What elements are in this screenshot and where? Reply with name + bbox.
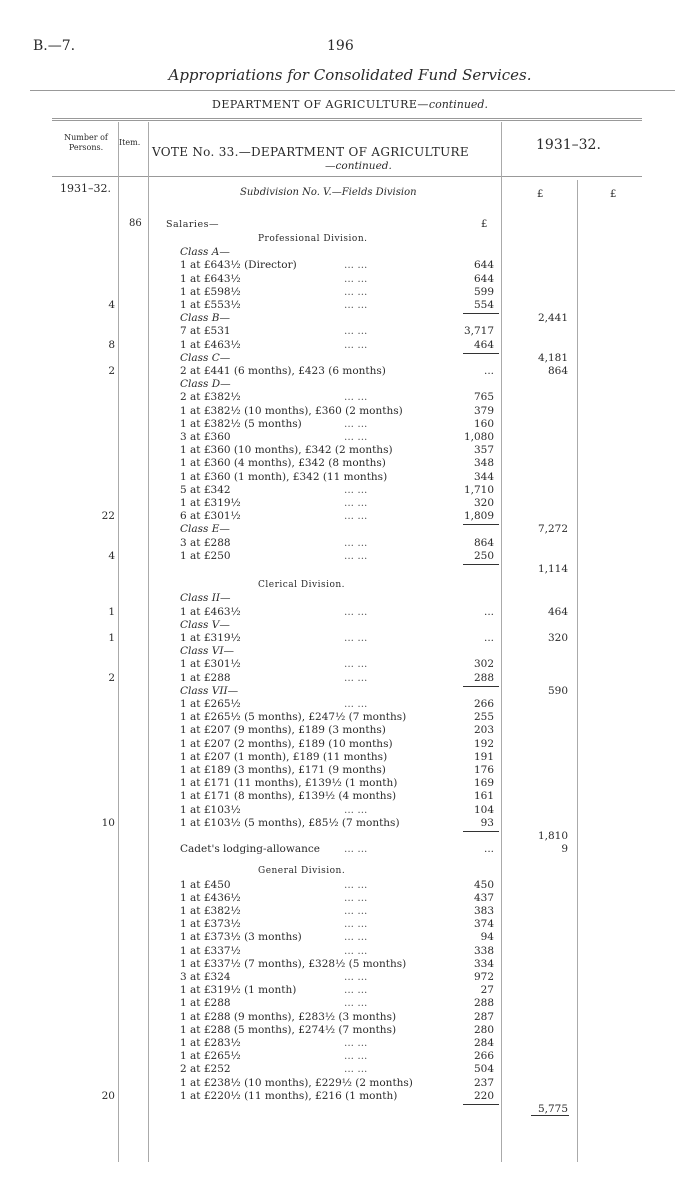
row-label: 1 at £288 (9 months), £283½ (3 months) [180, 1010, 397, 1023]
row-label: 1 at £436½ [180, 891, 241, 904]
row-label: Class A— [180, 246, 230, 259]
row-label: 1 at £207 (2 months), £189 (10 months) [180, 737, 393, 750]
row-amount: 334 [473, 957, 494, 970]
row-label: 1 at £319½ [180, 632, 241, 644]
row-amount: 644 [473, 259, 494, 272]
table-row [0, 931, 700, 944]
row-label: 1 at £382½ (10 months), £360 (2 months) [180, 404, 403, 417]
row-label: 3 at £360 [180, 431, 231, 443]
row-label: 6 at £301½ [180, 510, 241, 523]
row-label: 7 at £531 [180, 325, 231, 338]
row-label: 1 at £643½ (Director) [180, 259, 297, 272]
row-amount: 237 [473, 1076, 494, 1089]
table-row [0, 777, 700, 790]
row-label: 1 at £220½ (11 months), £216 (1 month) [180, 1089, 398, 1102]
leader-dots: ... ... [344, 1050, 368, 1063]
table-row [0, 843, 700, 856]
persons-count: 4 [108, 549, 115, 562]
table-row [0, 804, 700, 817]
row-label: 1 at £288 [180, 997, 231, 1010]
row-subtotal: 7,272 [537, 523, 568, 536]
row-subtotal: 1,810 [537, 830, 568, 842]
row-amount: ... [483, 365, 494, 377]
row-amount: 220 [473, 1089, 494, 1102]
row-amount: 192 [473, 737, 494, 750]
table-row [0, 563, 700, 576]
table-row [0, 672, 700, 685]
section-heading [0, 865, 700, 878]
table-row [0, 273, 700, 286]
persons-count: 22 [101, 510, 115, 523]
table-row [0, 905, 700, 918]
row-label: Class E— [180, 523, 230, 536]
row-label: 1 at £598½ [180, 285, 241, 298]
table-row [0, 892, 700, 905]
leader-dots: ... ... [344, 905, 368, 917]
row-amount: 644 [473, 272, 494, 285]
row-label: 1 at £103½ (5 months), £85½ (7 months) [180, 816, 400, 829]
row-amount: 1,080 [463, 431, 494, 443]
leader-dots: ... ... [344, 259, 368, 272]
row-amount: 765 [473, 391, 494, 404]
row-label: Cadet's lodging-allowance [180, 843, 320, 856]
table-row [0, 724, 700, 737]
row-amount: 104 [473, 803, 494, 816]
document-reference: B.—7. [33, 38, 76, 54]
table-row [0, 286, 700, 299]
row-label: 1 at £250 [180, 549, 231, 562]
table-row [0, 658, 700, 671]
table-row [0, 971, 700, 984]
table-row [0, 418, 700, 431]
row-amount: 93 [480, 816, 494, 829]
table-row [0, 1050, 700, 1063]
row-amount: 284 [473, 1037, 494, 1049]
title-rule [30, 90, 675, 91]
table-row [0, 984, 700, 997]
item-header: Item. [119, 138, 141, 147]
table-row [0, 391, 700, 404]
row-amount: 203 [473, 724, 494, 737]
table-row [0, 738, 700, 751]
row-amount: ... [483, 632, 494, 644]
table-row [0, 918, 700, 931]
row-label: 1 at £189 (3 months), £171 (9 months) [180, 764, 386, 776]
leader-dots: ... ... [344, 632, 368, 644]
table-row [0, 471, 700, 484]
table-row [0, 698, 700, 711]
row-subtotal: 320 [547, 632, 568, 644]
page-number: 196 [327, 38, 354, 54]
row-amount: 287 [473, 1010, 494, 1023]
row-label: 1 at £171 (8 months), £139½ (4 months) [180, 790, 397, 803]
leader-dots: ... ... [344, 878, 368, 891]
leader-dots: ... ... [344, 971, 368, 983]
persons-count: 20 [101, 1089, 115, 1102]
salaries-heading: Salaries— [166, 219, 219, 230]
leader-dots: ... ... [344, 658, 368, 671]
table-row [0, 365, 700, 378]
row-label: 1 at £373½ (3 months) [180, 931, 302, 944]
table-row [0, 431, 700, 444]
row-label: 1 at £207 (9 months), £189 (3 months) [180, 724, 386, 737]
row-amount: 464 [473, 338, 494, 351]
table-row [0, 484, 700, 497]
row-label: 1 at £288 (5 months), £274½ (7 months) [180, 1023, 397, 1036]
leader-dots: ... ... [344, 944, 368, 957]
row-amount: 250 [473, 549, 494, 562]
leader-dots: ... ... [344, 325, 368, 338]
row-amount: 288 [473, 671, 494, 684]
row-label: 1 at £360 (1 month), £342 (11 months) [180, 470, 388, 483]
row-amount: 255 [473, 711, 494, 724]
leader-dots: ... ... [344, 272, 368, 285]
table-row [0, 444, 700, 457]
row-subtotal: 2,441 [537, 312, 568, 325]
leader-dots: ... ... [344, 549, 368, 562]
row-label: Professional Division. [258, 234, 368, 244]
class-heading [0, 523, 700, 536]
leader-dots: ... ... [344, 299, 368, 311]
table-row [0, 1103, 700, 1116]
item-number: 86 [129, 218, 142, 229]
row-label: Clerical Division. [258, 580, 346, 591]
table-row [0, 997, 700, 1010]
vote-title: VOTE No. 33.—DEPARTMENT OF AGRICULTURE [152, 145, 469, 159]
row-label: 3 at £288 [180, 536, 231, 549]
class-heading [0, 645, 700, 658]
table-row [0, 764, 700, 777]
table-row [0, 879, 700, 892]
row-label: 1 at £450 [180, 878, 231, 891]
row-amount: 288 [473, 997, 494, 1010]
leader-dots: ... ... [344, 984, 368, 997]
row-amount: 554 [473, 299, 494, 311]
row-amount: 1,710 [463, 483, 494, 496]
persons-count: 10 [101, 816, 115, 829]
row-label: 1 at £463½ [180, 605, 241, 618]
row-label: 1 at £643½ [180, 272, 241, 285]
table-row [0, 1077, 700, 1090]
row-label: 1 at £319½ [180, 497, 241, 509]
row-label: 1 at £553½ [180, 299, 241, 311]
row-label: 2 at £382½ [180, 391, 241, 404]
amount-currency-symbol: £ [481, 219, 488, 230]
row-amount: 176 [473, 764, 494, 776]
row-subtotal: 590 [547, 684, 568, 697]
row-amount: 266 [473, 1050, 494, 1063]
row-label: 1 at £337½ [180, 944, 241, 957]
leader-dots: ... ... [344, 483, 368, 496]
row-amount: 169 [473, 777, 494, 790]
table-row [0, 1024, 700, 1037]
row-label: 5 at £342 [180, 483, 231, 496]
vote-continued: —continued. [325, 160, 392, 172]
row-amount: 348 [473, 457, 494, 470]
row-amount: 374 [473, 918, 494, 931]
class-heading [0, 312, 700, 325]
table-row [0, 537, 700, 550]
persons-count: 2 [108, 365, 115, 377]
row-label: Class C— [180, 351, 231, 364]
leader-dots: ... ... [344, 997, 368, 1010]
row-amount: 437 [473, 891, 494, 904]
row-amount: 338 [473, 944, 494, 957]
table-row [0, 790, 700, 803]
table-row [0, 711, 700, 724]
row-label: Class II— [180, 592, 231, 605]
row-label: Class VI— [180, 645, 234, 658]
leader-dots: ... ... [344, 510, 368, 523]
leader-dots: ... ... [344, 417, 368, 430]
row-label: 1 at £382½ [180, 905, 241, 917]
leader-dots: ... ... [344, 931, 368, 944]
row-amount: 864 [473, 536, 494, 549]
row-amount: 379 [473, 404, 494, 417]
row-label: 1 at £171 (11 months), £139½ (1 month) [180, 777, 398, 790]
table-row [0, 751, 700, 764]
year-header: 1931–32. [536, 137, 601, 153]
row-amount: 599 [473, 285, 494, 298]
row-amount: 972 [473, 971, 494, 983]
persons-year: 1931–32. [60, 182, 111, 195]
leader-dots: ... ... [344, 431, 368, 443]
table-row [0, 299, 700, 312]
row-label: 1 at £360 (4 months), £342 (8 months) [180, 457, 386, 470]
row-subtotal: 1,114 [537, 563, 568, 575]
number-of-persons-header: Number of Persons. [64, 133, 108, 152]
row-label: 1 at £319½ (1 month) [180, 984, 297, 997]
table-top-rule [52, 118, 642, 119]
row-label: Class VII— [180, 684, 239, 697]
row-label: 1 at £265½ [180, 1050, 241, 1063]
row-subtotal: 4,181 [537, 351, 568, 364]
row-amount: 27 [480, 984, 494, 997]
row-label: 1 at £265½ [180, 698, 241, 710]
row-amount: 3,717 [463, 325, 494, 338]
class-heading [0, 378, 700, 391]
row-amount: 504 [473, 1063, 494, 1076]
persons-count: 1 [108, 605, 115, 618]
row-label: 1 at £360 (10 months), £342 (2 months) [180, 444, 393, 457]
final-subtotal-rule [531, 1115, 569, 1116]
row-label: 1 at £301½ [180, 658, 241, 671]
row-label: Class V— [180, 618, 230, 631]
row-label: 1 at £382½ (5 months) [180, 417, 302, 430]
row-label: 2 at £441 (6 months), £423 (6 months) [180, 365, 386, 377]
row-label: Class D— [180, 378, 231, 391]
leader-dots: ... ... [344, 671, 368, 684]
row-amount: 357 [473, 444, 494, 457]
table-row [0, 339, 700, 352]
table-row [0, 1011, 700, 1024]
row-amount: ... [483, 843, 494, 856]
leader-dots: ... ... [344, 843, 368, 856]
table-header-rule [52, 176, 642, 177]
row-label: General Division. [258, 866, 346, 877]
leader-dots: ... ... [344, 698, 368, 710]
class-heading [0, 592, 700, 605]
leader-dots: ... ... [344, 285, 368, 298]
table-row [0, 1063, 700, 1076]
table-row [0, 632, 700, 645]
row-label: 1 at £238½ (10 months), £229½ (2 months) [180, 1076, 413, 1089]
class-heading [0, 246, 700, 259]
row-subtotal: 9 [561, 843, 568, 856]
leader-dots: ... ... [344, 536, 368, 549]
table-row [0, 945, 700, 958]
table-top-rule-2 [52, 120, 642, 121]
table-row [0, 1090, 700, 1103]
table-row [0, 830, 700, 843]
row-amount: 161 [473, 790, 494, 803]
class-heading [0, 619, 700, 632]
row-subtotal: 5,775 [537, 1103, 568, 1115]
row-amount: 450 [473, 878, 494, 891]
row-amount: 266 [473, 698, 494, 710]
leader-dots: ... ... [344, 605, 368, 618]
table-row [0, 606, 700, 619]
row-amount: ... [483, 605, 494, 618]
row-amount: 320 [473, 497, 494, 509]
section-heading [0, 233, 700, 246]
row-amount: 191 [473, 750, 494, 763]
row-amount: 1,809 [463, 510, 494, 523]
table-row [0, 550, 700, 563]
row-label: 1 at £265½ (5 months), £247½ (7 months) [180, 711, 407, 724]
row-label: 1 at £288 [180, 671, 231, 684]
table-row [0, 1037, 700, 1050]
department-continued: continued. [428, 98, 488, 111]
class-heading [0, 352, 700, 365]
row-label: 1 at £207 (1 month), £189 (11 months) [180, 750, 388, 763]
table-row [0, 325, 700, 338]
row-label: 3 at £324 [180, 971, 231, 983]
row-label: 1 at £337½ (7 months), £328½ (5 months) [180, 957, 407, 970]
row-label: Class B— [180, 312, 230, 325]
leader-dots: ... ... [344, 338, 368, 351]
row-label: 1 at £373½ [180, 918, 241, 931]
department-heading: DEPARTMENT OF AGRICULTURE—continued. [212, 98, 488, 111]
row-subtotal: 864 [547, 365, 568, 377]
table-row [0, 510, 700, 523]
leader-dots: ... ... [344, 1037, 368, 1049]
row-amount: 160 [473, 417, 494, 430]
row-label: 1 at £103½ [180, 803, 241, 816]
leader-dots: ... ... [344, 497, 368, 509]
row-label: 1 at £283½ [180, 1037, 241, 1049]
page-title: Appropriations for Consolidated Fund Services. [168, 66, 532, 84]
leader-dots: ... ... [344, 891, 368, 904]
table-row [0, 817, 700, 830]
row-amount: 383 [473, 905, 494, 917]
table-row [0, 457, 700, 470]
leader-dots: ... ... [344, 803, 368, 816]
row-subtotal: 464 [547, 605, 568, 618]
persons-count: 2 [108, 671, 115, 684]
row-label: 2 at £252 [180, 1063, 231, 1076]
leader-dots: ... ... [344, 1063, 368, 1076]
persons-count: 1 [108, 632, 115, 644]
leader-dots: ... ... [344, 391, 368, 404]
currency-symbol-col1: £ [537, 189, 544, 200]
row-amount: 302 [473, 658, 494, 671]
table-row [0, 958, 700, 971]
subdivision-title: Subdivision No. V.—Fields Division [240, 187, 417, 198]
row-amount: 94 [480, 931, 494, 944]
table-row [0, 259, 700, 272]
table-row [0, 405, 700, 418]
leader-dots: ... ... [344, 918, 368, 931]
persons-count: 8 [108, 338, 115, 351]
class-heading [0, 685, 700, 698]
persons-count: 4 [108, 299, 115, 311]
section-heading [0, 579, 700, 592]
currency-symbol-col2: £ [610, 189, 617, 200]
table-row [0, 497, 700, 510]
row-amount: 344 [473, 470, 494, 483]
row-label: 1 at £463½ [180, 338, 241, 351]
row-amount: 280 [473, 1023, 494, 1036]
